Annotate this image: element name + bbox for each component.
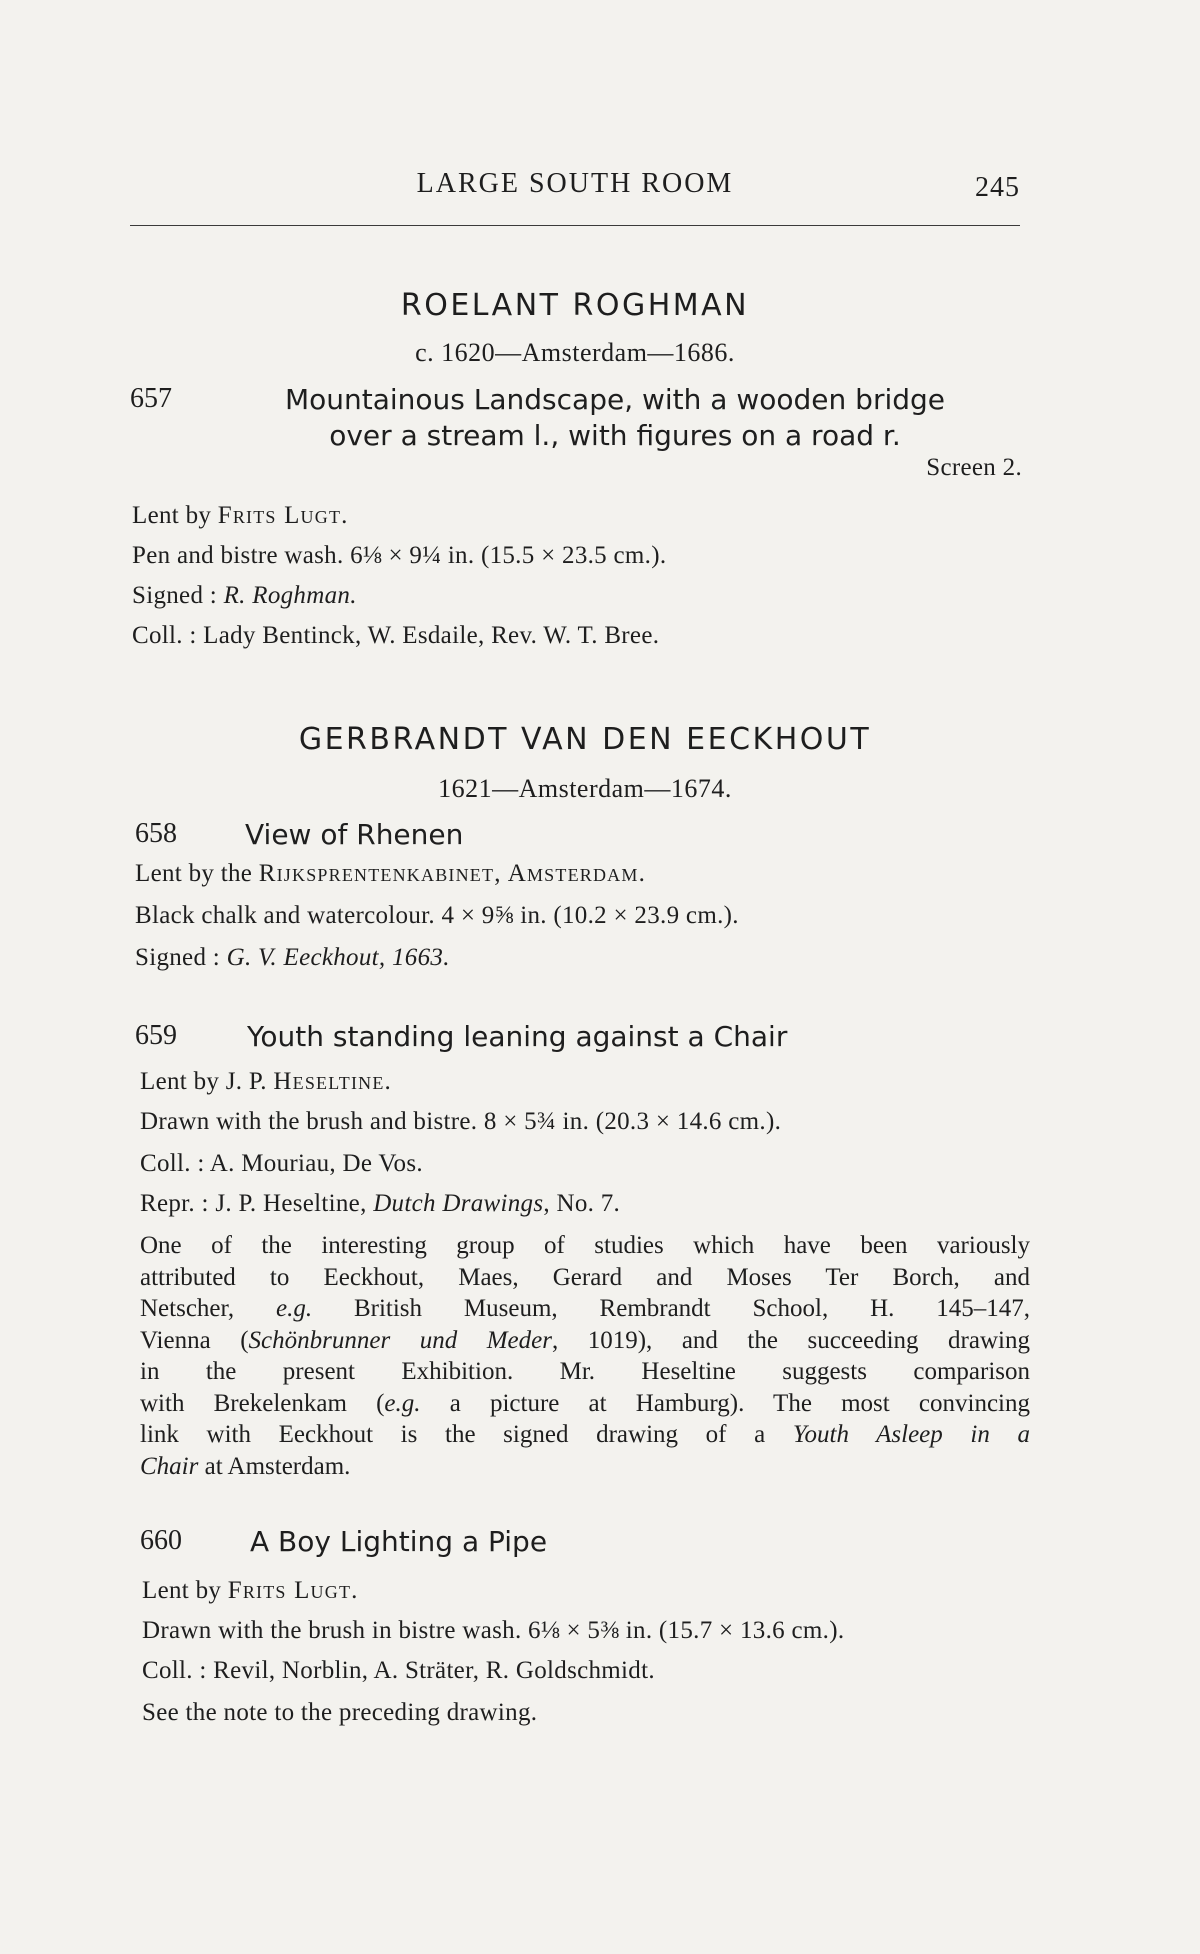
note-italic: e.g.	[275, 1295, 313, 1322]
artist-dates-eeckhout: 1621—Amsterdam—1674.	[438, 774, 732, 803]
note-line	[140, 1419, 1030, 1451]
entry-659-lender	[140, 1068, 1035, 1096]
running-header	[130, 168, 1020, 208]
entry-number: 658	[135, 818, 177, 849]
note-text: , 1019), and the succeeding drawing	[551, 1326, 1030, 1354]
note-text: a picture at Hamburg). The most convincing	[420, 1389, 1030, 1417]
lent-prefix: Lent by	[132, 502, 218, 529]
entry-number: 659	[135, 1020, 177, 1051]
header-title: LARGE SOUTH ROOM	[416, 168, 734, 199]
entry-number: 657	[130, 383, 172, 414]
entry-657-lender	[132, 502, 1027, 530]
repr-label: Repr. : J. P. Heseltine,	[140, 1190, 374, 1217]
entry-658-medium: Black chalk and watercolour. 4 × 9⅝ in. (10.2 × 23.9 cm.).	[135, 902, 739, 929]
note-italic: Chair	[140, 1452, 199, 1480]
repr-title: Dutch Drawings	[373, 1190, 544, 1217]
lender-name: Frits Lugt.	[217, 502, 349, 529]
entry-number: 660	[140, 1525, 182, 1556]
repr-suffix: , No. 7.	[543, 1190, 621, 1217]
entry-title: A Boy Lighting a Pipe	[250, 1525, 548, 1558]
entry-657-title-line2: over a stream l., with figures on a road r.	[329, 419, 901, 452]
note-line	[140, 1388, 1030, 1420]
page-number: 245	[975, 172, 1020, 203]
entry-658-lender	[135, 860, 1030, 888]
note-text: with Brekelenkam (	[140, 1389, 385, 1417]
entry-title: Youth standing leaning against a Chair	[247, 1020, 788, 1053]
entry-659-note	[140, 1230, 1030, 1482]
note-line: One of the interesting group of studies which have been variously	[140, 1232, 1030, 1259]
entry-658-signed	[135, 944, 1030, 972]
note-line	[140, 1325, 1030, 1357]
lender-name: Frits Lugt.	[227, 1577, 359, 1604]
entry-660-note: See the note to the preceding drawing.	[142, 1699, 538, 1726]
lender-name: Rijksprentenkabinet, Amsterdam.	[258, 860, 647, 887]
header-rule	[130, 225, 1020, 226]
entry-659-collection: Coll. : A. Mouriau, De Vos.	[140, 1150, 423, 1177]
entry-659-reproduction	[140, 1190, 1035, 1218]
lent-prefix: Lent by the	[135, 860, 259, 887]
entry-660-medium: Drawn with the brush in bistre wash. 6⅛ × 5⅜ in. (15.7 × 13.6 cm.).	[142, 1617, 845, 1644]
note-line: attributed to Eeckhout, Maes, Gerard and Moses Ter Borch, and	[140, 1263, 1030, 1291]
signed-label: Signed :	[135, 944, 227, 971]
lent-prefix: Lent by	[142, 1577, 228, 1604]
note-text: link with Eeckhout is the signed drawing of a	[140, 1421, 793, 1448]
entry-657-signed	[132, 582, 1027, 610]
note-italic: Schönbrunner und Meder	[248, 1326, 552, 1354]
entry-657-collection: Coll. : Lady Bentinck, W. Esdaile, Rev. W. T. Bree.	[132, 622, 660, 649]
entry-660-lender	[142, 1577, 1037, 1605]
lender-name: Heseltine.	[273, 1068, 393, 1095]
note-text: Vienna (	[140, 1326, 249, 1354]
artist-heading-roghman: ROELANT ROGHMAN	[400, 288, 750, 323]
note-italic: Youth Asleep in a	[792, 1421, 1031, 1448]
entry-title: View of Rhenen	[245, 818, 464, 851]
entry-659-medium: Drawn with the brush and bistre. 8 × 5¾ in. (20.3 × 14.6 cm.).	[140, 1108, 782, 1135]
entry-657-medium: Pen and bistre wash. 6⅛ × 9¼ in. (15.5 × 23.5 cm.).	[132, 542, 667, 569]
note-text: Netscher,	[140, 1295, 276, 1322]
note-line	[140, 1293, 1030, 1325]
note-text: British Museum, Rembrandt School, H. 145–147,	[312, 1295, 1031, 1322]
entry-660-collection: Coll. : Revil, Norblin, A. Sträter, R. Goldschmidt.	[142, 1657, 655, 1684]
artist-heading-eeckhout: GERBRANDT VAN DEN EECKHOUT	[298, 722, 872, 757]
note-line: in the present Exhibition. Mr. Heseltine suggests comparison	[140, 1358, 1030, 1385]
note-line	[140, 1451, 1030, 1483]
entry-title-line1: Mountainous Landscape, with a wooden bridge	[284, 383, 946, 416]
signed-label: Signed :	[132, 582, 224, 609]
signature: G. V. Eeckhout, 1663.	[226, 944, 450, 971]
artist-dates-roghman: c. 1620—Amsterdam—1686.	[415, 338, 735, 367]
note-text: at Amsterdam.	[198, 1452, 351, 1480]
entry-657-location: Screen 2.	[926, 454, 1022, 481]
signature: R. Roghman.	[223, 582, 357, 609]
lent-prefix: Lent by J. P.	[140, 1068, 274, 1095]
note-italic: e.g.	[384, 1389, 421, 1417]
